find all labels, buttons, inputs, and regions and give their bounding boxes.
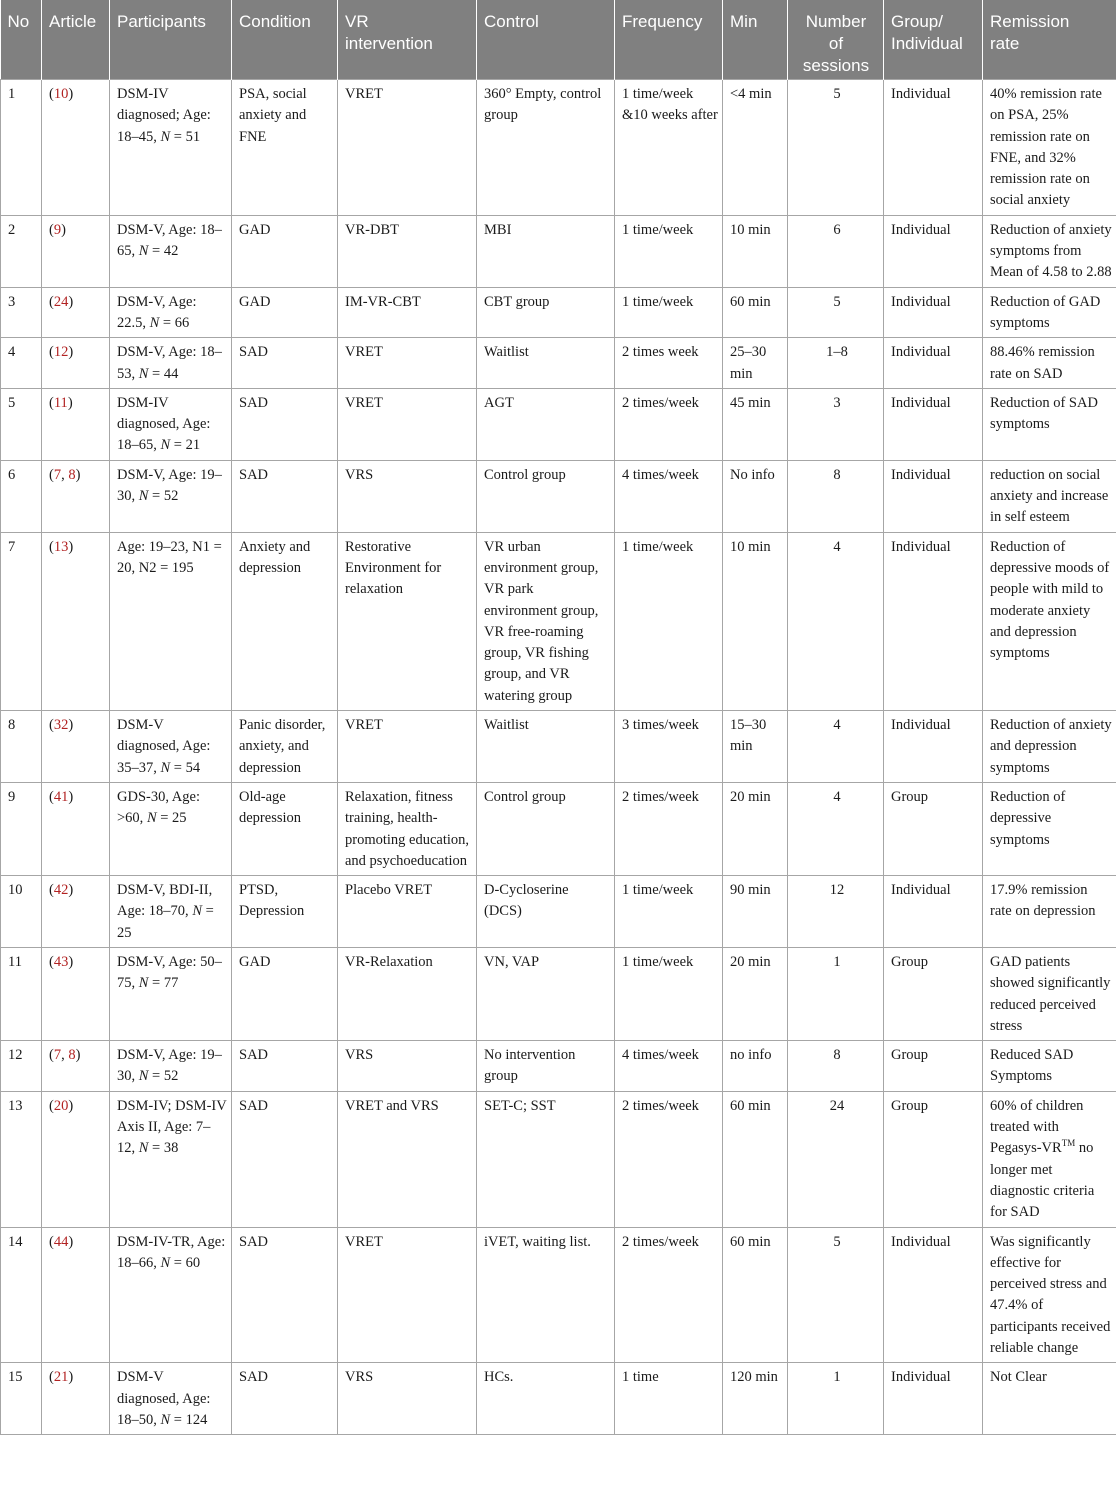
table-row: [1, 782, 1116, 875]
cell-frequency: 2 times/week: [615, 1091, 723, 1227]
cell-group-individual: Individual: [884, 80, 983, 216]
cell-vr-intervention: Placebo VRET: [338, 876, 477, 948]
table-row: [1, 80, 1116, 216]
cell-control: SET-C; SST: [477, 1091, 615, 1227]
reference-link[interactable]: 7: [53, 466, 62, 483]
table-row: [1, 1363, 1116, 1435]
cell-control: Waitlist: [477, 338, 615, 389]
table-row: [1, 287, 1116, 338]
cell-no: 2: [1, 215, 42, 287]
reference-link[interactable]: 8: [68, 1047, 76, 1064]
cell-condition: SAD: [232, 388, 338, 460]
cell-frequency: 2 times week: [615, 338, 723, 389]
header-control: Control: [477, 0, 615, 80]
cell-group-individual: Individual: [884, 1363, 983, 1435]
cell-min: <4 min: [723, 80, 788, 216]
table-row: [1, 947, 1116, 1040]
cell-condition: SAD: [232, 1363, 338, 1435]
cell-sessions: 4: [788, 711, 884, 783]
table-row: [1, 1041, 1116, 1092]
cell-article: (12): [42, 338, 110, 389]
table-row: [1, 338, 1116, 389]
cell-vr-intervention: VRS: [338, 1363, 477, 1435]
cell-participants: DSM-IV diagnosed, Age: 18–65, N = 21: [110, 388, 232, 460]
cell-frequency: 1 time/week: [615, 532, 723, 710]
cell-group-individual: Group: [884, 1041, 983, 1092]
cell-participants: DSM-IV-TR, Age: 18–66, N = 60: [110, 1227, 232, 1363]
cell-article: (32): [42, 711, 110, 783]
cell-condition: SAD: [232, 460, 338, 532]
cell-min: 20 min: [723, 782, 788, 875]
table-row: [1, 1091, 1116, 1227]
cell-remission-rate: 88.46% remission rate on SAD: [983, 338, 1116, 389]
cell-remission-rate: GAD patients showed significantly reduced perceived stress: [983, 947, 1116, 1040]
cell-condition: SAD: [232, 1091, 338, 1227]
cell-article: (20): [42, 1091, 110, 1227]
cell-participants: GDS-30, Age: >60, N = 25: [110, 782, 232, 875]
reference-link[interactable]: 7: [53, 1047, 62, 1064]
cell-no: 14: [1, 1227, 42, 1363]
reference-link[interactable]: 8: [68, 466, 76, 483]
cell-no: 5: [1, 388, 42, 460]
cell-min: 15–30 min: [723, 711, 788, 783]
cell-min: 60 min: [723, 287, 788, 338]
cell-participants: DSM-V, Age: 18–53, N = 44: [110, 338, 232, 389]
cell-min: 45 min: [723, 388, 788, 460]
cell-remission-rate: Was significantly effective for perceived stress and 47.4% of participants received reliable change: [983, 1227, 1116, 1363]
header-min: Min: [723, 0, 788, 80]
table-row: [1, 1227, 1116, 1363]
cell-sessions: 5: [788, 80, 884, 216]
cell-frequency: 2 times/week: [615, 388, 723, 460]
cell-no: 6: [1, 460, 42, 532]
cell-remission-rate: Reduction of GAD symptoms: [983, 287, 1116, 338]
cell-condition: Anxiety and depression: [232, 532, 338, 710]
cell-frequency: 1 time/week: [615, 215, 723, 287]
cell-control: HCs.: [477, 1363, 615, 1435]
cell-control: D-Cycloserine (DCS): [477, 876, 615, 948]
cell-article: (41): [42, 782, 110, 875]
reference-link[interactable]: 12: [53, 344, 69, 361]
cell-article: (11): [42, 388, 110, 460]
cell-min: no info: [723, 1041, 788, 1092]
cell-group-individual: Individual: [884, 338, 983, 389]
table-row: [1, 711, 1116, 783]
cell-article: (24): [42, 287, 110, 338]
cell-group-individual: Individual: [884, 876, 983, 948]
cell-participants: DSM-V, Age: 50–75, N = 77: [110, 947, 232, 1040]
cell-participants: DSM-IV; DSM-IV Axis II, Age: 7–12, N = 38: [110, 1091, 232, 1227]
table-row: [1, 532, 1116, 710]
table-row: [1, 215, 1116, 287]
reference-link[interactable]: 32: [53, 717, 69, 734]
cell-no: 15: [1, 1363, 42, 1435]
reference-link[interactable]: 44: [53, 1233, 69, 1250]
cell-sessions: 24: [788, 1091, 884, 1227]
cell-min: 60 min: [723, 1091, 788, 1227]
cell-condition: PSA, social anxiety and FNE: [232, 80, 338, 216]
cell-vr-intervention: Restorative Environment for relaxation: [338, 532, 477, 710]
cell-remission-rate: Reduction of depressive moods of people with mild to moderate anxiety and depression symptoms: [983, 532, 1116, 710]
header-row: [1, 0, 1116, 80]
cell-no: 1: [1, 80, 42, 216]
cell-condition: Panic disorder, anxiety, and depression: [232, 711, 338, 783]
cell-group-individual: Group: [884, 782, 983, 875]
cell-sessions: 8: [788, 460, 884, 532]
cell-no: 4: [1, 338, 42, 389]
cell-sessions: 8: [788, 1041, 884, 1092]
cell-sessions: 12: [788, 876, 884, 948]
cell-vr-intervention: VRET: [338, 711, 477, 783]
cell-control: VN, VAP: [477, 947, 615, 1040]
cell-article: (43): [42, 947, 110, 1040]
cell-condition: SAD: [232, 1041, 338, 1092]
cell-article: (21): [42, 1363, 110, 1435]
cell-condition: PTSD, Depression: [232, 876, 338, 948]
cell-frequency: 4 times/week: [615, 460, 723, 532]
cell-article: (7, 8): [42, 460, 110, 532]
cell-remission-rate: 40% remission rate on PSA, 25% remission rate on FNE, and 32% remission rate on social anxiety: [983, 80, 1116, 216]
cell-control: CBT group: [477, 287, 615, 338]
cell-sessions: 4: [788, 532, 884, 710]
table-body: [1, 80, 1116, 1435]
cell-article: (9): [42, 215, 110, 287]
header-group-individual: Group/ Individual: [884, 0, 983, 80]
cell-min: 20 min: [723, 947, 788, 1040]
cell-min: 90 min: [723, 876, 788, 948]
cell-remission-rate: 60% of children treated with Pegasys-VR™ no longer met diagnostic criteria for SAD: [983, 1091, 1116, 1227]
cell-no: 13: [1, 1091, 42, 1227]
cell-no: 3: [1, 287, 42, 338]
cell-sessions: 5: [788, 287, 884, 338]
header-no: No: [1, 0, 42, 80]
cell-remission-rate: Reduction of SAD symptoms: [983, 388, 1116, 460]
cell-frequency: 1 time/week: [615, 876, 723, 948]
cell-no: 9: [1, 782, 42, 875]
cell-vr-intervention: VR-Relaxation: [338, 947, 477, 1040]
table-row: [1, 876, 1116, 948]
cell-control: Control group: [477, 460, 615, 532]
reference-link[interactable]: 13: [53, 538, 69, 555]
cell-condition: SAD: [232, 1227, 338, 1363]
cell-no: 11: [1, 947, 42, 1040]
header-vr-intervention: VR intervention: [338, 0, 477, 80]
cell-no: 10: [1, 876, 42, 948]
cell-vr-intervention: VRS: [338, 460, 477, 532]
cell-control: iVET, waiting list.: [477, 1227, 615, 1363]
reference-link[interactable]: 43: [53, 953, 69, 970]
cell-article: (44): [42, 1227, 110, 1363]
cell-control: Waitlist: [477, 711, 615, 783]
cell-control: AGT: [477, 388, 615, 460]
header-condition: Condition: [232, 0, 338, 80]
cell-control: 360° Empty, control group: [477, 80, 615, 216]
header-frequency: Frequency: [615, 0, 723, 80]
cell-frequency: 4 times/week: [615, 1041, 723, 1092]
cell-article: (13): [42, 532, 110, 710]
cell-vr-intervention: VRET: [338, 1227, 477, 1363]
cell-condition: SAD: [232, 338, 338, 389]
cell-remission-rate: Reduction of depressive symptoms: [983, 782, 1116, 875]
cell-vr-intervention: VRET: [338, 80, 477, 216]
cell-group-individual: Group: [884, 947, 983, 1040]
cell-participants: DSM-V, BDI-II, Age: 18–70, N = 25: [110, 876, 232, 948]
header-remission-rate: Remission rate: [983, 0, 1116, 80]
cell-frequency: 2 times/week: [615, 1227, 723, 1363]
cell-vr-intervention: VRET: [338, 338, 477, 389]
cell-frequency: 1 time/week &10 weeks after: [615, 80, 723, 216]
cell-group-individual: Individual: [884, 711, 983, 783]
cell-vr-intervention: VRET and VRS: [338, 1091, 477, 1227]
cell-participants: DSM-V diagnosed, Age: 35–37, N = 54: [110, 711, 232, 783]
cell-frequency: 1 time/week: [615, 947, 723, 1040]
reference-link[interactable]: 10: [53, 86, 69, 102]
table-row: [1, 460, 1116, 532]
cell-sessions: 1–8: [788, 338, 884, 389]
cell-participants: DSM-IV diagnosed; Age: 18–45, N = 51: [110, 80, 232, 216]
cell-remission-rate: 17.9% remission rate on depression: [983, 876, 1116, 948]
cell-remission-rate: reduction on social anxiety and increase in self esteem: [983, 460, 1116, 532]
header-participants: Participants: [110, 0, 232, 80]
reference-link[interactable]: 42: [53, 882, 69, 899]
cell-control: Control group: [477, 782, 615, 875]
cell-control: VR urban environment group, VR park environment group, VR free-roaming group, VR fishing group, and VR watering group: [477, 532, 615, 710]
cell-article: (42): [42, 876, 110, 948]
cell-no: 8: [1, 711, 42, 783]
cell-participants: DSM-V, Age: 18–65, N = 42: [110, 215, 232, 287]
cell-frequency: 1 time/week: [615, 287, 723, 338]
cell-group-individual: Individual: [884, 532, 983, 710]
cell-no: 12: [1, 1041, 42, 1092]
cell-article: (7, 8): [42, 1041, 110, 1092]
cell-participants: Age: 19–23, N1 = 20, N2 = 195: [110, 532, 232, 710]
cell-frequency: 3 times/week: [615, 711, 723, 783]
cell-min: 60 min: [723, 1227, 788, 1363]
cell-participants: DSM-V, Age: 22.5, N = 66: [110, 287, 232, 338]
cell-frequency: 2 times/week: [615, 782, 723, 875]
cell-remission-rate: Reduced SAD Symptoms: [983, 1041, 1116, 1092]
cell-condition: GAD: [232, 287, 338, 338]
reference-link[interactable]: 9: [53, 221, 62, 238]
cell-group-individual: Individual: [884, 287, 983, 338]
cell-participants: DSM-V, Age: 19–30, N = 52: [110, 460, 232, 532]
cell-vr-intervention: Relaxation, fitness training, health-promoting education, and psychoeducation: [338, 782, 477, 875]
reference-link[interactable]: 21: [53, 1369, 69, 1386]
cell-condition: GAD: [232, 947, 338, 1040]
cell-sessions: 6: [788, 215, 884, 287]
cell-sessions: 1: [788, 1363, 884, 1435]
cell-group-individual: Individual: [884, 215, 983, 287]
cell-control: MBI: [477, 215, 615, 287]
reference-link[interactable]: 24: [53, 293, 69, 310]
cell-participants: DSM-V diagnosed, Age: 18–50, N = 124: [110, 1363, 232, 1435]
cell-no: 7: [1, 532, 42, 710]
cell-vr-intervention: IM-VR-CBT: [338, 287, 477, 338]
cell-sessions: 3: [788, 388, 884, 460]
reference-link[interactable]: 20: [53, 1097, 69, 1114]
cell-remission-rate: Reduction of anxiety and depression symptoms: [983, 711, 1116, 783]
cell-vr-intervention: VR-DBT: [338, 215, 477, 287]
cell-vr-intervention: VRET: [338, 388, 477, 460]
cell-sessions: 5: [788, 1227, 884, 1363]
cell-condition: GAD: [232, 215, 338, 287]
cell-group-individual: Individual: [884, 460, 983, 532]
cell-sessions: 4: [788, 782, 884, 875]
cell-group-individual: Individual: [884, 1227, 983, 1363]
reference-link[interactable]: 41: [53, 788, 69, 805]
cell-remission-rate: Reduction of anxiety symptoms from Mean of 4.58 to 2.88: [983, 215, 1116, 287]
header-article: Article: [42, 0, 110, 80]
cell-min: 25–30 min: [723, 338, 788, 389]
cell-vr-intervention: VRS: [338, 1041, 477, 1092]
cell-frequency: 1 time: [615, 1363, 723, 1435]
cell-participants: DSM-V, Age: 19–30, N = 52: [110, 1041, 232, 1092]
cell-remission-rate: Not Clear: [983, 1363, 1116, 1435]
table-row: [1, 388, 1116, 460]
cell-sessions: 1: [788, 947, 884, 1040]
cell-min: 10 min: [723, 532, 788, 710]
reference-link[interactable]: 11: [53, 394, 68, 411]
header-number-of-sessions: Number of sessions: [788, 0, 884, 80]
cell-article: (10): [42, 80, 110, 216]
cell-min: 120 min: [723, 1363, 788, 1435]
cell-condition: Old-age depression: [232, 782, 338, 875]
cell-min: No info: [723, 460, 788, 532]
cell-group-individual: Group: [884, 1091, 983, 1227]
cell-min: 10 min: [723, 215, 788, 287]
cell-group-individual: Individual: [884, 388, 983, 460]
cell-control: No intervention group: [477, 1041, 615, 1092]
